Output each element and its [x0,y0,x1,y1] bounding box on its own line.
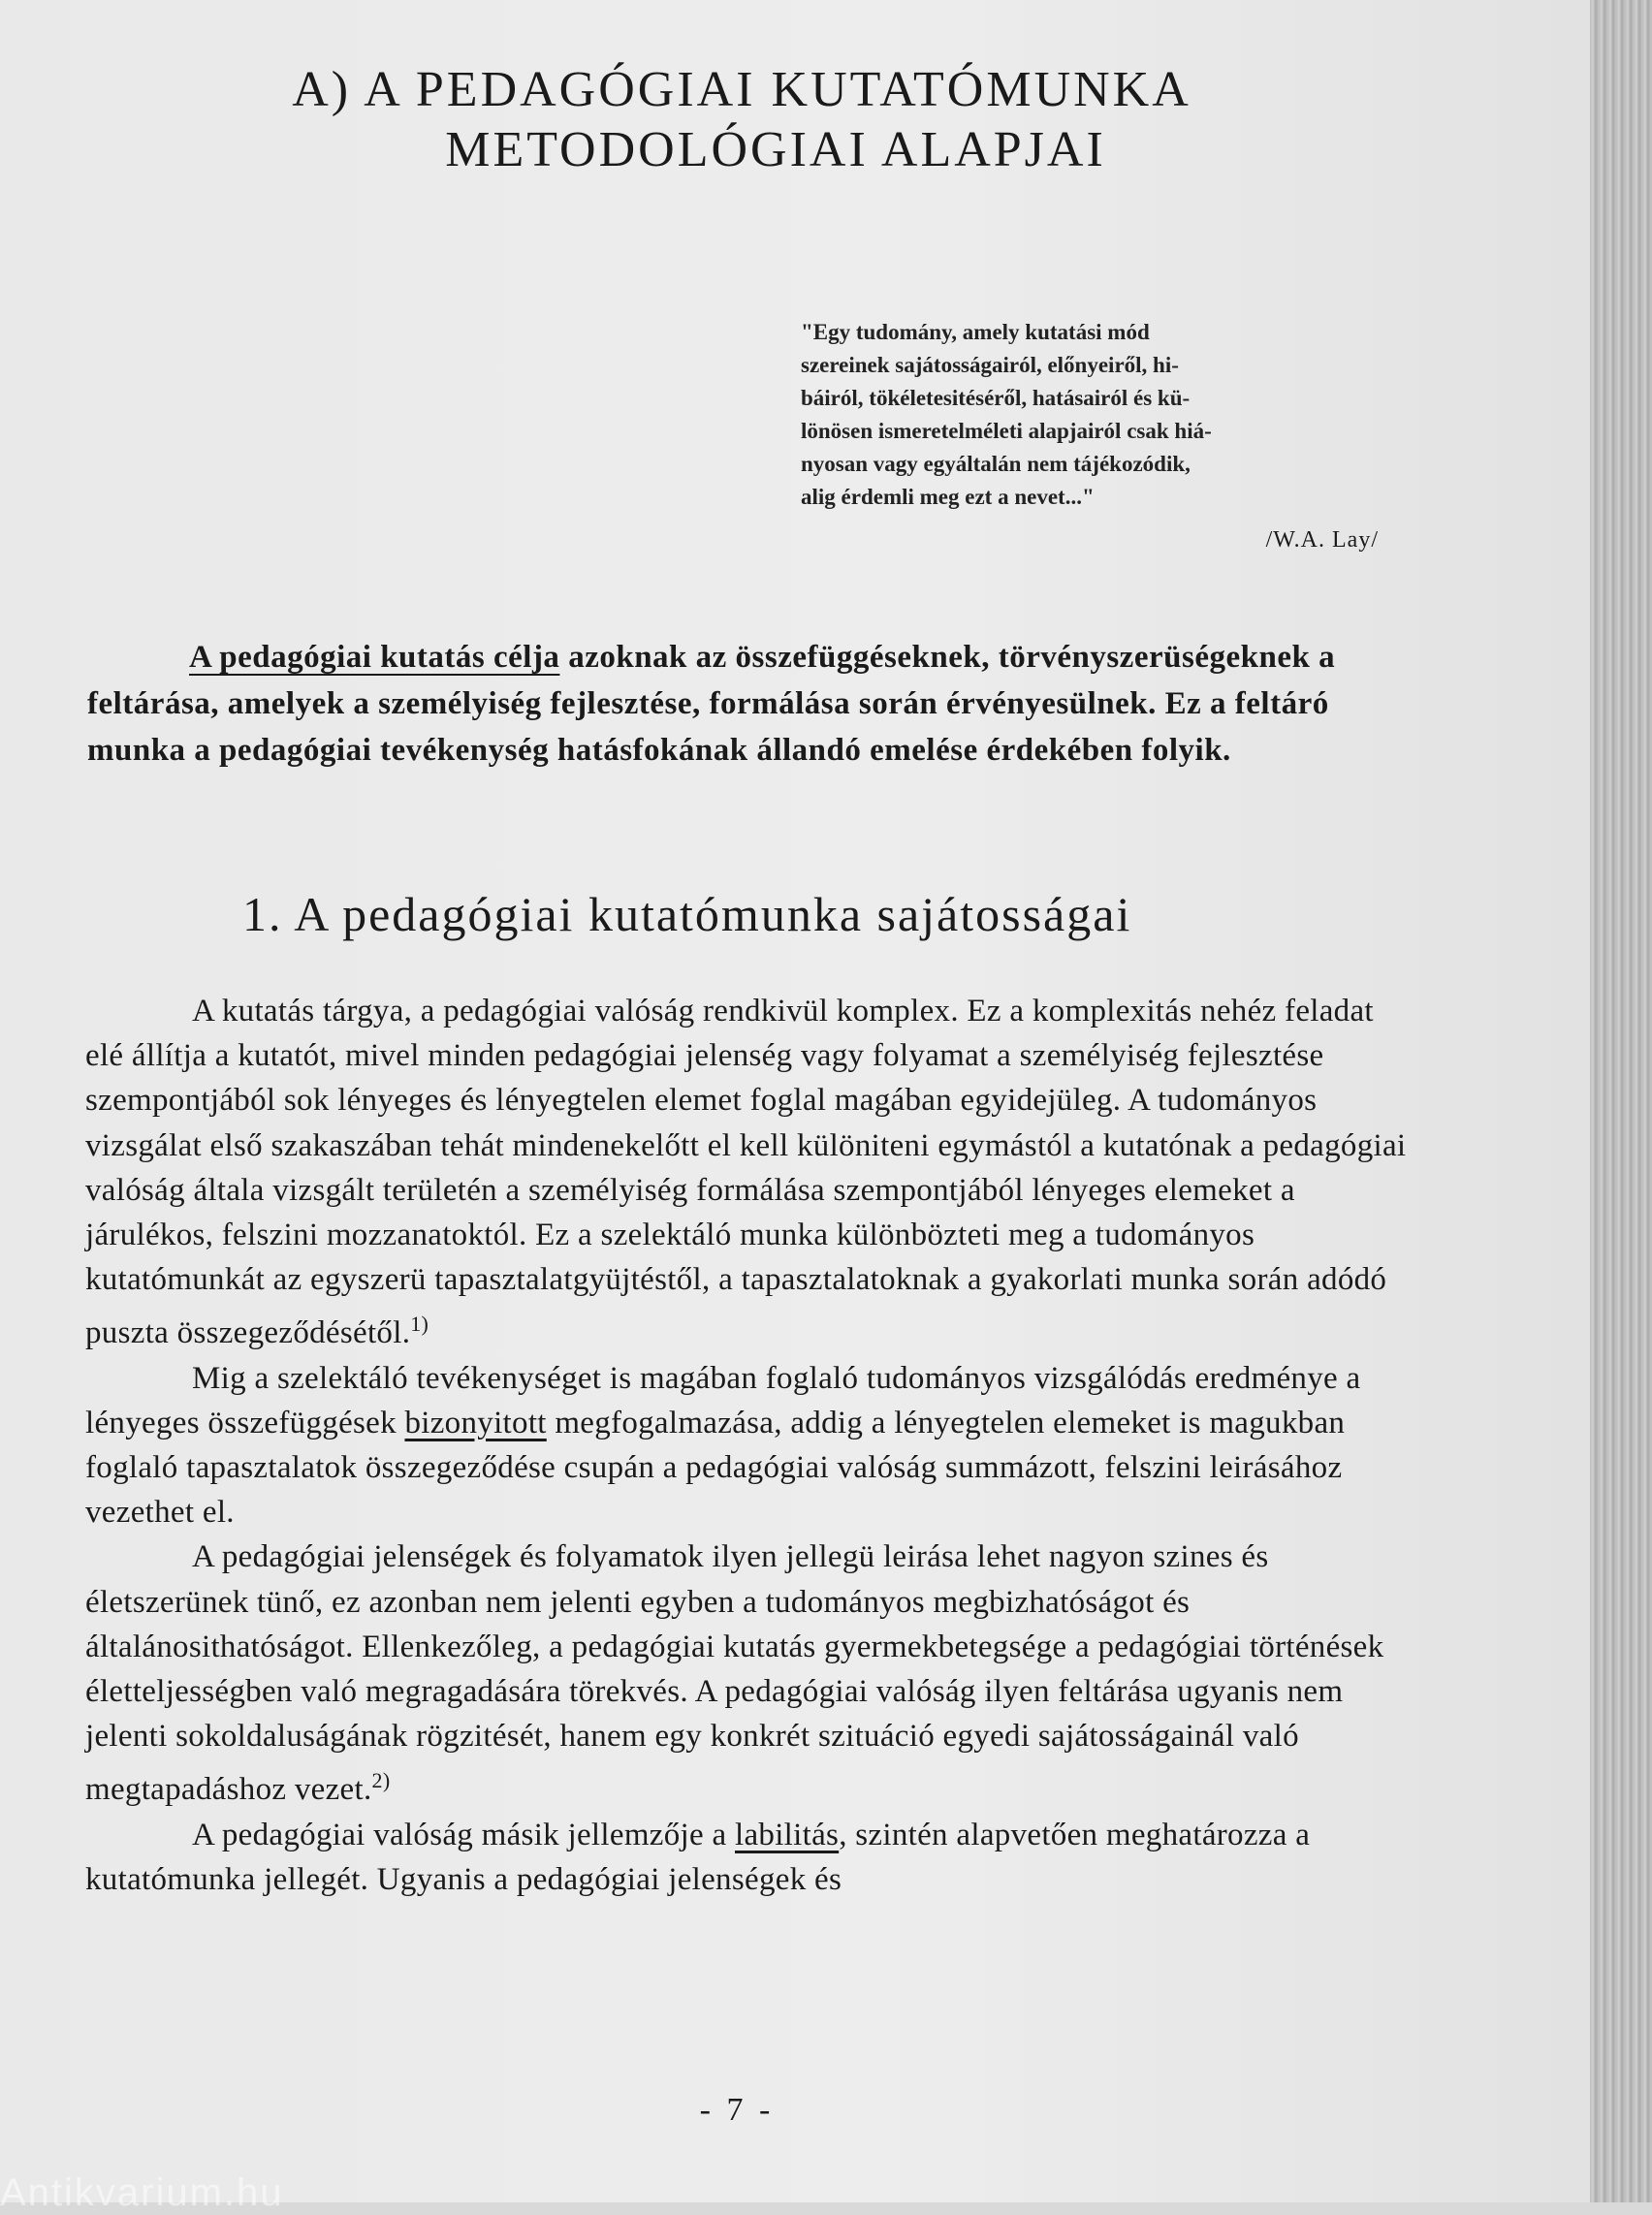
page-number: - 7 - [699,2092,775,2128]
chapter-title-line-1: A) A PEDAGÓGIAI KUTATÓMUNKA [292,62,1191,117]
watermark: Antikvarium.hu [0,2171,284,2214]
page-stack-edge [1590,0,1652,2202]
epigraph-line: lönösen ismeretelméleti alapjairól csak hiá- [801,419,1212,443]
footnote-ref-2: 2) [371,1768,391,1793]
paragraph-3 [85,1535,1414,1812]
chapter-title-line-2: METODOLÓGIAI ALAPJAI [445,122,1106,177]
paragraph-4-text-a: A pedagógiai valóság másik jellemzője a [192,1817,735,1852]
paragraph-3-text: A pedagógiai jelenségek és folyamatok ilyen jellegü leirása lehet nagyon szines és életszerünek tünő, ez azonban nem jelenti egyben a tudományos megbizhatóságot és általánosithatóságot. Ellenkezőleg, a pedagógiai kutatás gyermekbetegsége a pedagógiai történések életteljességben való megragadására törekvés. A pedagógiai valóság ilyen feltárása ugyanis nem jelenti sokoldaluságának rögzitését, hanem egy konkrét szituáció egyedi sajátosságainál való megtapadáshoz vezet. [85,1539,1384,1808]
epigraph-line: nyosan vagy egyáltalán nem tájékozódik, [801,452,1191,476]
paragraph-2-text-b: megfogalmazása, addig a lényegtelen elemeket is magukban foglaló tapasztalatok összegeződése csupán a pedagógiai valóság summázott, felszini leirásához vezethet el. [85,1405,1346,1531]
intro-text: azoknak az összefüggéseknek, törvényszerüségeknek a feltárása, amelyek a személyiség fejlesztése, formálása során érvényesülnek. Ez a feltáró munka a pedagógiai tevékenység hatásfokának állandó emelése érdekében folyik. [87,640,1336,768]
epigraph-quote [801,316,1379,514]
chapter-title [145,60,1377,180]
paragraph-1 [85,989,1414,1356]
body-text [85,989,1414,1902]
paragraph-1-text: A kutatás tárgya, a pedagógiai valóság rendkivül komplex. Ez a komplexitás nehéz feladat elé állítja a kutatót, mivel minden pedagógiai jelenség vagy folyamat a személyiség fejlesztése szempontjából sok lényeges és lényegtelen elemet foglal magában egyidejüleg. A tudományos vizsgálat első szakaszában tehát mindenekelőtt el kell különiteni egymástól a kutatónak a pedagógiai valóság általa vizsgált területén a személyiség formálása szempontjából lényeges elemeket a járulékos, felszini mozzanatoktól. Ez a szelektáló munka különbözteti meg a tudományos kutatómunkát az egyszerü tapasztalatgyüjtéstől, a tapasztalatoknak a gyakorlati munka során adódó puszta összegeződésétől. [85,994,1407,1351]
intro-underlined-phrase: A pedagógiai kutatás célja [189,640,560,675]
intro-paragraph [87,634,1406,774]
section-heading: 1. A pedagógiai kutatómunka sajátosságai [242,887,1132,941]
footnote-ref-1: 1) [410,1312,429,1337]
underlined-word: labilitás [735,1817,840,1852]
paragraph-4-text-b: , szintén alapvetően meghatározza a kutatómunka jellegét. Ugyanis a pedagógiai jelenségek és [85,1817,1311,1897]
paragraph-2 [85,1356,1414,1535]
epigraph-line: "Egy tudomány, amely kutatási mód [801,320,1150,344]
paragraph-4 [85,1813,1414,1902]
paragraph-2-text-a: Mig a szelektáló tevékenységet is magában foglaló tudományos vizsgálódás eredménye a lényeges összefüggések [85,1360,1361,1440]
underlined-word: bizonyitott [404,1405,547,1440]
epigraph-line: szereinek sajátosságairól, előnyeiről, hi- [801,353,1179,377]
epigraph-author: /W.A. Lay/ [1265,527,1379,553]
epigraph-line: alig érdemli meg ezt a nevet..." [801,485,1095,509]
epigraph-line: báiról, tökéletesitéséről, hatásairól és kü- [801,386,1191,410]
